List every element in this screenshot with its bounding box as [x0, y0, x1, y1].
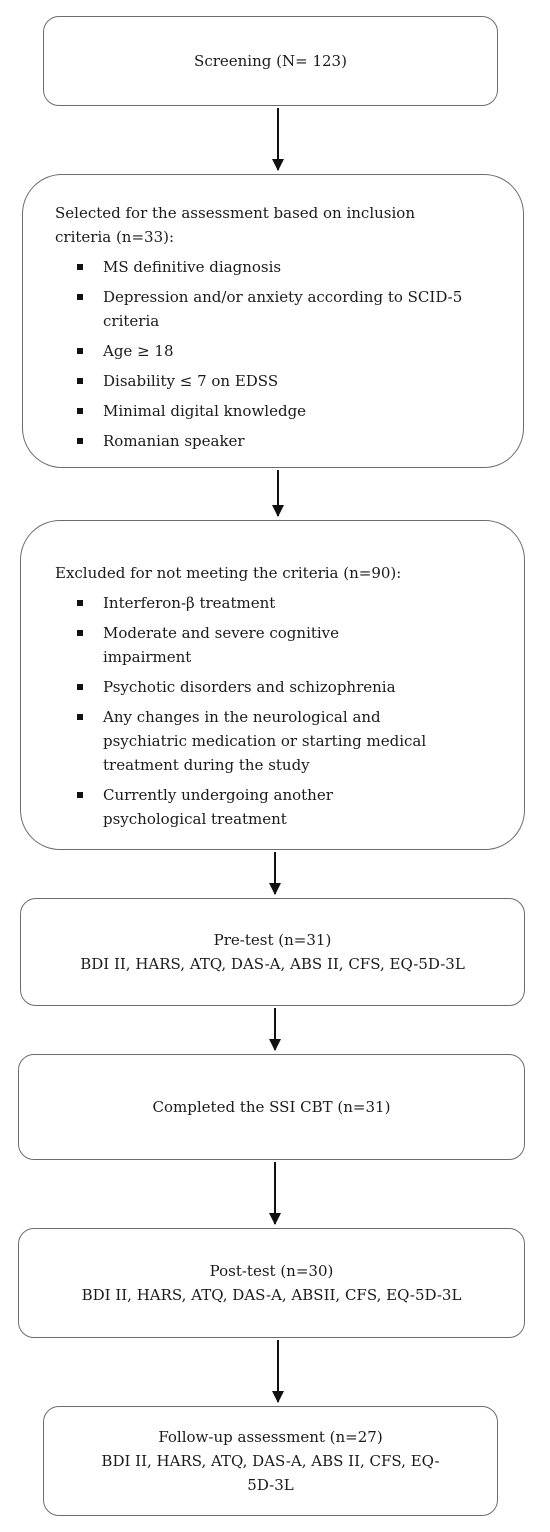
- exclusion-criteria-list: [55, 591, 465, 831]
- exclusion-item: Moderate and severe cognitive impairment: [55, 621, 403, 669]
- inclusion-item: Romanian speaker: [55, 429, 485, 453]
- inclusion-item: Age ≥ 18: [55, 339, 485, 363]
- inclusion-item: Depression and/or anxiety according to SCID-5 criteria: [55, 285, 503, 333]
- screening-label: Screening (N= 123): [194, 52, 347, 70]
- inclusion-item: MS definitive diagnosis: [55, 255, 485, 279]
- followup-measures-line-2: 5D-3L: [247, 1476, 294, 1494]
- pretest-title: Pre-test (n=31): [213, 931, 332, 949]
- selected-title-line-2: criteria (n=33):: [55, 228, 175, 246]
- arrow-6: [277, 1340, 279, 1402]
- screening-box: [43, 16, 498, 106]
- inclusion-criteria-list: [55, 255, 485, 453]
- posttest-box: [18, 1228, 525, 1338]
- completed-label: Completed the SSI CBT (n=31): [152, 1098, 391, 1116]
- pretest-measures: BDI II, HARS, ATQ, DAS-A, ABS II, CFS, EQ-5D-3L: [80, 955, 465, 973]
- completed-box: [18, 1054, 525, 1160]
- posttest-title: Post-test (n=30): [209, 1262, 334, 1280]
- posttest-measures: BDI II, HARS, ATQ, DAS-A, ABSII, CFS, EQ-5D-3L: [81, 1286, 462, 1304]
- followup-box: [43, 1406, 498, 1516]
- exclusion-item: Psychotic disorders and schizophrenia: [55, 675, 465, 699]
- exclusion-item: Interferon-β treatment: [55, 591, 465, 615]
- pretest-box: [20, 898, 525, 1006]
- selected-title-line-1: Selected for the assessment based on inclusion: [55, 204, 415, 222]
- arrow-5: [274, 1162, 276, 1224]
- inclusion-item: Minimal digital knowledge: [55, 399, 485, 423]
- excluded-box: [20, 520, 525, 850]
- exclusion-item: Any changes in the neurological and psychiatric medication or starting medical treatment during the study: [55, 705, 463, 777]
- inclusion-item: Disability ≤ 7 on EDSS: [55, 369, 485, 393]
- arrow-4: [274, 1008, 276, 1050]
- arrow-2: [277, 470, 279, 516]
- arrow-1: [277, 108, 279, 170]
- excluded-title: Excluded for not meeting the criteria (n=90):: [55, 564, 402, 582]
- arrow-3: [274, 852, 276, 894]
- followup-title: Follow-up assessment (n=27): [158, 1428, 383, 1446]
- selected-box: [22, 174, 524, 468]
- followup-measures-line-1: BDI II, HARS, ATQ, DAS-A, ABS II, CFS, EQ-: [101, 1452, 440, 1470]
- exclusion-item: Currently undergoing another psychological treatment: [55, 783, 403, 831]
